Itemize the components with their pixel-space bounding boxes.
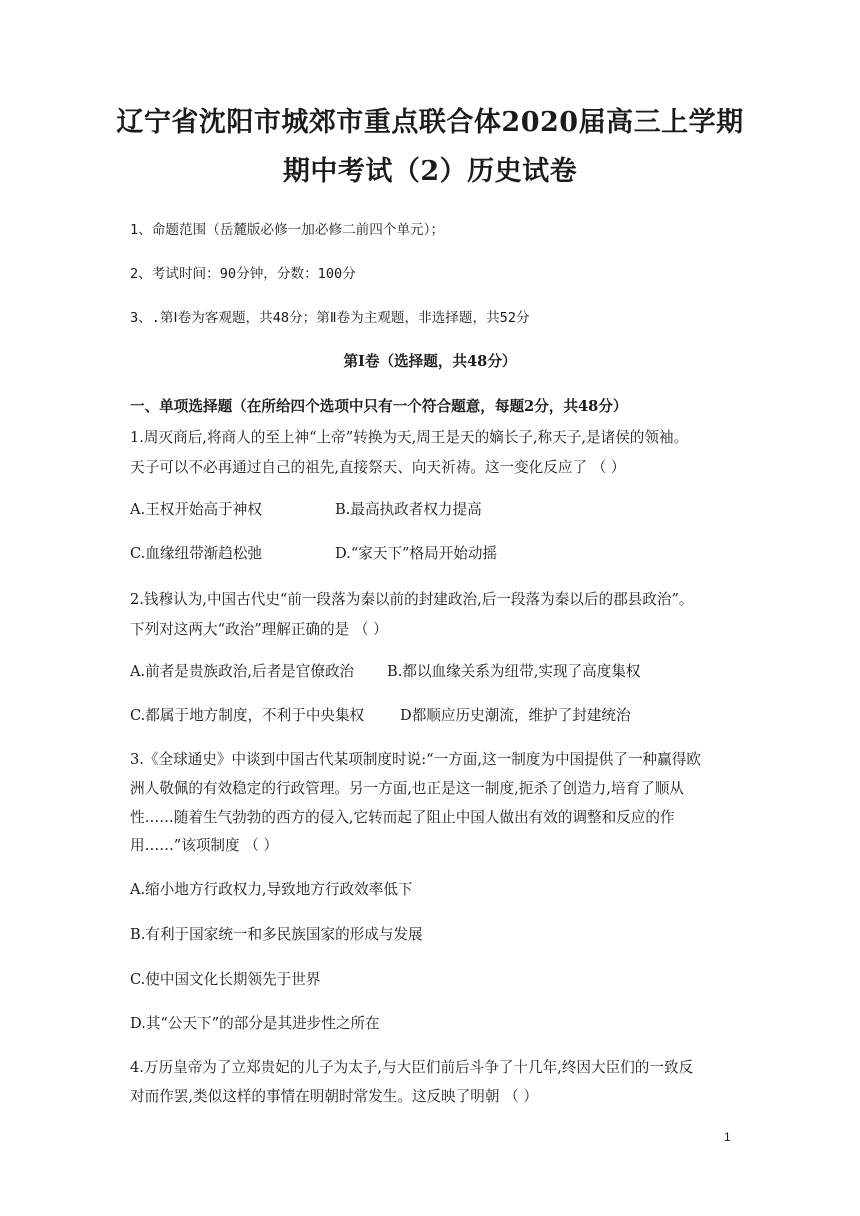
question-3-option-d: D.其“公天下”的部分是其进步性之所在 (130, 1015, 380, 1032)
title-line-2: 期中考试（2）历史试卷 (282, 156, 578, 187)
question-3-option-b: B.有利于国家统一和多民族国家的形成与发展 (130, 926, 423, 943)
question-2-line-1: 2.钱穆认为,中国古代史“前一段落为秦以前的封建政治,后一段落为秦以后的郡县政治”。 (130, 591, 694, 608)
section-heading: 第Ⅰ卷（选择题，共48分） (343, 353, 517, 370)
question-1-line-1: 1.周灭商后,将商人的至上神“上帝”转换为天,周王是天的嫡长子,称天子,是诸侯的领袖。 (130, 429, 689, 446)
question-3-line-2: 洲人敬佩的有效稳定的行政管理。另一方面,也正是这一制度,扼杀了创造力,培育了顺从 (130, 780, 684, 797)
question-4-line-1: 4.万历皇帝为了立郑贵妃的儿子为太子,与大臣们前后斗争了十几年,终因大臣们的一致反 (130, 1059, 694, 1076)
question-2-option-d: D都顺应历史潮流，维护了封建统治 (400, 707, 631, 724)
question-3-option-a: A.缩小地方行政权力,导致地方行政效率低下 (130, 881, 413, 898)
question-2-option-c: C.都属于地方制度，不利于中央集权 (130, 707, 365, 724)
part-heading: 一、单项选择题（在所给四个选项中只有一个符合题意，每题2分，共48分） (130, 398, 628, 415)
question-4-line-2: 对而作罢,类似这样的事情在明朝时常发生。这反映了明朝 （ ） (130, 1088, 538, 1105)
question-2-option-a: A.前者是贵族政治,后者是官僚政治 (130, 663, 355, 680)
exam-note-3: 3、.第Ⅰ卷为客观题，共48分；第Ⅱ卷为主观题，非选择题，共52分 (130, 310, 530, 326)
question-1-option-c: C.血缘纽带渐趋松弛 (130, 545, 263, 562)
question-3-line-4: 用……”该项制度 （ ） (130, 837, 279, 854)
question-2-option-b: B.都以血缘关系为纽带,实现了高度集权 (387, 663, 641, 680)
title-line-1: 辽宁省沈阳市城郊市重点联合体2020届高三上学期 (116, 107, 744, 138)
question-1-line-2: 天子可以不必再通过自己的祖先,直接祭天、向天祈祷。这一变化反应了 （ ） (130, 459, 626, 476)
question-3-line-3: 性……随着生气勃勃的西方的侵入,它转而起了阻止中国人做出有效的调整和反应的作 (130, 809, 675, 826)
question-1-option-d: D.“家天下”格局开始动摇 (335, 545, 498, 562)
question-1-option-a: A.王权开始高于神权 (130, 501, 262, 518)
question-3-line-1: 3.《全球通史》中谈到中国古代某项制度时说:“一方面,这一制度为中国提供了一种赢得欧 (130, 751, 701, 768)
question-2-line-2: 下列对这两大“政治”理解正确的是 （ ） (130, 621, 388, 638)
question-1-option-b: B.最高执政者权力提高 (335, 501, 482, 518)
exam-note-2: 2、考试时间：90分钟，分数：100分 (130, 266, 356, 282)
question-3-option-c: C.使中国文化长期领先于世界 (130, 971, 321, 988)
exam-note-1: 1、命题范围（岳麓版必修一加必修二前四个单元）； (130, 222, 445, 238)
page-number: 1 (724, 1130, 731, 1144)
